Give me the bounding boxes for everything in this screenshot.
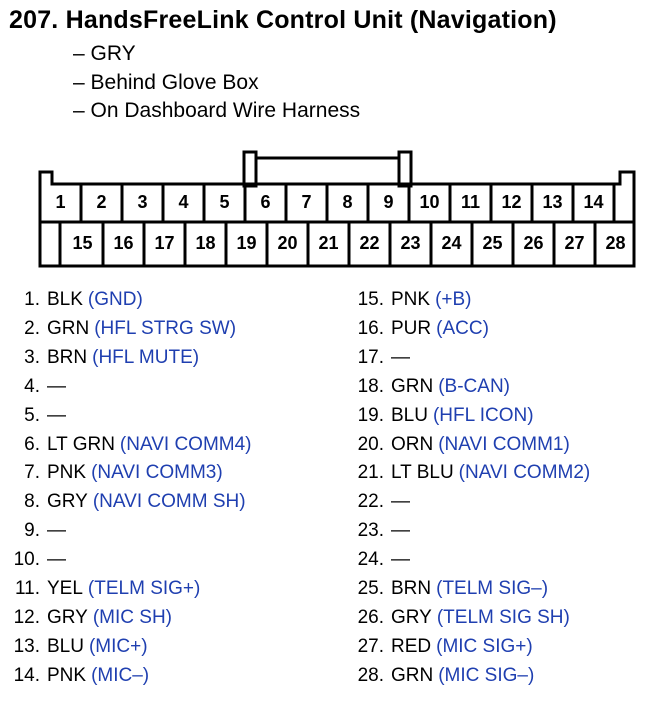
pin-function: (B-CAN) [438,375,511,397]
pin-number: 11. [14,578,40,599]
pin-function: (MIC SH) [92,606,172,628]
wire-color: PNK [391,289,431,310]
pin-entry [354,635,533,659]
wire-color: BLK [47,289,83,310]
wire-color: — [391,549,410,571]
pin-cell-10: 10 [419,192,440,212]
pin-function: (MIC SIG+) [436,635,533,657]
pin-entry [354,490,410,514]
wire-color: — [47,404,66,426]
pin-cell-20: 20 [277,233,298,253]
connector-location: – Behind Glove Box [73,71,259,94]
pin-function: (MIC+) [88,635,148,657]
pin-entry [354,375,510,399]
pin-entry [354,548,410,572]
pin-entry [10,490,246,514]
pin-cell-1: 1 [55,192,66,212]
wire-color: YEL [47,578,83,599]
pin-cell-14: 14 [583,192,604,212]
pin-entry [354,664,534,688]
wire-color: BRN [391,578,432,599]
pin-function: (HFL ICON) [432,404,534,426]
wire-color: GRN [391,375,434,397]
wire-color: GRY [47,606,88,628]
pin-entry [354,519,410,543]
pin-entry [10,577,200,601]
pin-number: 3. [24,346,40,368]
wire-color: BLU [391,404,428,426]
wire-color: — [391,491,410,513]
pin-number: 23. [357,520,384,542]
pin-number: 26. [357,606,384,628]
pin-cell-3: 3 [137,192,148,212]
wire-color: PNK [47,462,87,484]
pin-function: (GND) [87,289,143,310]
pin-function: (NAVI COMM3) [91,462,223,484]
wire-color: GRN [391,664,434,686]
wire-color: LT GRN [47,433,115,455]
pin-entry [354,288,472,312]
wire-color: — [47,375,66,397]
pin-entry [10,375,66,399]
pin-entry [10,433,252,457]
pin-function: (+B) [435,289,472,310]
pin-number: 8. [24,491,40,513]
pin-entry [354,404,534,428]
pin-number: 20. [357,433,384,455]
pin-function: (MIC–) [91,664,150,686]
pin-cell-19: 19 [236,233,257,253]
page-title: 207. HandsFreeLink Control Unit (Navigation) [9,6,557,34]
pin-number: 27. [357,635,384,657]
pin-cell-15: 15 [72,233,93,253]
latch-left-post [244,152,256,186]
pin-number: 22. [357,491,384,513]
pin-cell-23: 23 [400,233,421,253]
pin-function: (HFL STRG SW) [94,317,237,339]
pin-number: 7. [24,462,40,484]
pin-cell-21: 21 [318,233,339,253]
pin-function: (ACC) [436,317,489,339]
pin-function: (NAVI COMM4) [119,433,252,455]
pin-number: 13. [13,635,40,657]
pin-entry [354,346,410,370]
pin-entry [10,317,236,341]
wire-color: — [47,520,66,542]
pin-cell-6: 6 [260,192,271,212]
pin-entry [10,519,66,543]
pin-entry [10,288,143,312]
pin-number: 2. [24,317,40,339]
pin-number: 15. [357,289,384,310]
pin-number: 25. [357,578,384,599]
pin-cell-24: 24 [441,233,462,253]
pin-cell-9: 9 [383,192,394,212]
pin-number: 28. [357,664,384,686]
pin-cell-12: 12 [501,192,522,212]
pin-number: 19. [357,404,384,426]
wire-color: — [391,520,410,542]
pin-cell-28: 28 [605,233,626,253]
pin-cell-16: 16 [113,233,134,253]
pin-entry [10,461,223,485]
pin-cell-26: 26 [523,233,544,253]
pin-entry [354,577,548,601]
pin-entry [354,461,590,485]
pin-number: 9. [24,520,40,542]
wire-color: PNK [47,664,87,686]
pin-function: (TELM SIG SH) [436,606,570,628]
wire-color: GRN [47,317,90,339]
pin-number: 24. [357,549,384,571]
pin-function: (NAVI COMM SH) [92,491,246,513]
pin-entry [354,433,570,457]
pin-number: 21. [357,462,384,484]
pin-cell-5: 5 [219,192,230,212]
pin-entry [10,635,148,659]
pin-cell-18: 18 [195,233,216,253]
pin-number: 6. [24,433,40,455]
pin-cell-22: 22 [359,233,380,253]
pin-function: (MIC SIG–) [438,664,535,686]
pin-cell-4: 4 [178,192,189,212]
pin-function: (TELM SIG+) [87,578,201,599]
connector-diagram [0,0,646,280]
wire-color: ORN [391,433,434,455]
pin-entry [10,664,149,688]
pin-cell-27: 27 [564,233,585,253]
pin-entry [10,548,66,572]
pin-cell-17: 17 [154,233,175,253]
wire-color: — [47,549,66,571]
pin-entry [10,346,199,370]
wire-color: PUR [391,317,432,339]
pin-cell-25: 25 [482,233,503,253]
pin-cell-11: 11 [460,192,481,212]
pin-number: 5. [24,404,40,426]
wire-color: — [391,346,410,368]
pin-entry [354,317,489,341]
pin-number: 17. [357,346,384,368]
pin-cell-7: 7 [301,192,312,212]
pin-number: 1. [24,289,40,310]
wire-color: BLU [47,635,84,657]
latch-right-post [399,152,411,186]
pin-entry [10,404,66,428]
pin-function: (NAVI COMM2) [458,462,591,484]
pin-number: 12. [13,606,40,628]
pin-entry [354,606,570,630]
connector-harness: – On Dashboard Wire Harness [73,99,361,122]
pin-number: 14. [13,664,40,686]
pin-function: (HFL MUTE) [92,346,200,368]
pin-cell-8: 8 [342,192,353,212]
pin-number: 16. [357,317,384,339]
pin-function: (NAVI COMM1) [438,433,570,455]
pin-number: 18. [357,375,384,397]
connector-color: – GRY [73,42,136,65]
wire-color: BRN [47,346,88,368]
pin-number: 10. [13,549,40,571]
pin-number: 4. [24,375,40,397]
pin-cell-2: 2 [96,192,107,212]
pin-entry [10,606,172,630]
wire-color: LT BLU [391,462,454,484]
pin-cell-13: 13 [542,192,563,212]
wire-color: GRY [47,491,88,513]
pin-function: (TELM SIG–) [436,578,549,599]
wire-color: GRY [391,606,432,628]
wire-color: RED [391,635,432,657]
